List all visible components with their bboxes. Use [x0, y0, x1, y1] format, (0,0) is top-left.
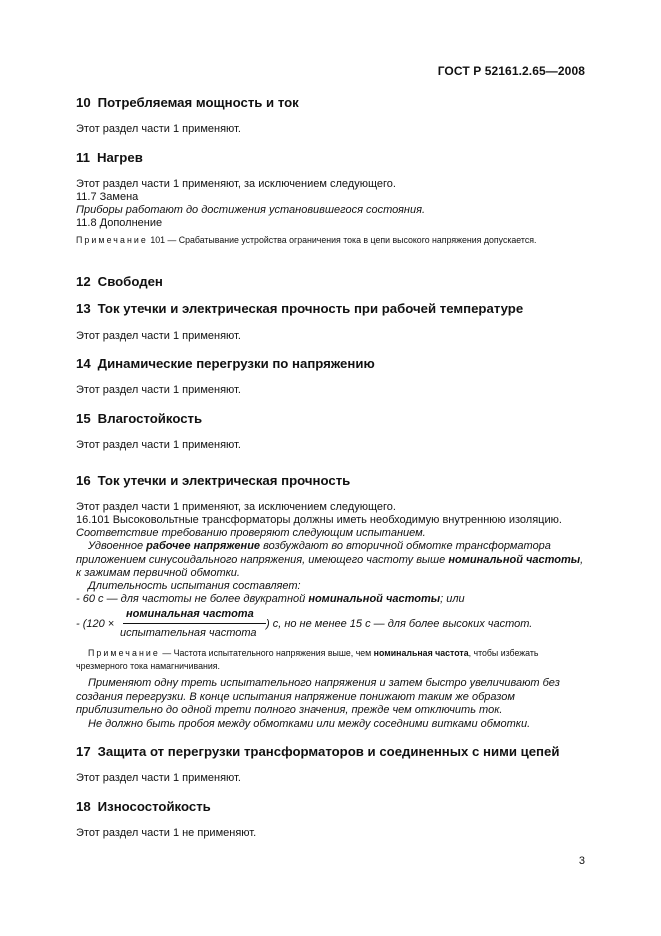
formula-tail: ) с, но не менее 15 с — для более высоких частот.	[266, 618, 533, 630]
section-number: 13	[76, 301, 91, 316]
section-10-body: Этот раздел части 1 применяют.	[76, 123, 241, 135]
section-12-heading	[76, 274, 163, 289]
text-run: Удвоенное	[88, 540, 147, 552]
section-number: 11	[76, 150, 90, 165]
formula-denominator: испытательная частота	[120, 627, 257, 639]
section-number: 17	[76, 744, 91, 759]
section-11-line2: 11.7 Замена	[76, 191, 139, 203]
section-title: Свободен	[97, 274, 163, 289]
term-rated-frequency: номинальная частота	[373, 648, 469, 658]
section-17-body: Этот раздел части 1 применяют.	[76, 772, 241, 784]
section-16-paragraph-2: Применяют одну треть испытательного напряжения и затем быстро увеличивают без создания перегрузки. В конце испытания напряжение понижают таким же образом приблизительно до одной трети полного значения, прежде чем отключить ток.	[76, 677, 560, 716]
text-run: , к зажимам первичной обмотки.	[76, 553, 584, 579]
section-number: 16	[76, 473, 91, 488]
section-11-note	[76, 234, 586, 247]
note-label: Примечание	[76, 235, 148, 245]
section-18-heading	[76, 799, 211, 814]
section-16-heading	[76, 473, 350, 488]
note-label: Примечание	[88, 648, 160, 658]
section-title: Защита от перегрузки трансформаторов и соединенных с ними цепей	[97, 744, 560, 759]
formula-lead: - (120 ×	[76, 618, 115, 630]
section-10-heading	[76, 95, 299, 110]
section-title: Влагостойкость	[97, 411, 203, 426]
standard-header: ГОСТ Р 52161.2.65—2008	[437, 64, 585, 78]
section-16-paragraph-3: Не должно быть пробоя между обмотками или между соседними витками обмотки.	[88, 718, 531, 730]
section-14-body: Этот раздел части 1 применяют.	[76, 384, 241, 396]
section-title: Ток утечки и электрическая прочность	[97, 473, 351, 488]
term-working-voltage: рабочее напряжение	[146, 540, 261, 552]
section-15-heading	[76, 411, 202, 426]
term-rated-frequency: номинальной частоты	[308, 593, 441, 605]
section-16-line3: Соответствие требованию проверяют следующим испытанием.	[76, 527, 426, 539]
section-11-line1: Этот раздел части 1 применяют, за исключением следующего.	[76, 178, 396, 190]
text-run: ; или	[440, 593, 465, 605]
test-duration-label: Длительность испытания составляет:	[88, 580, 301, 592]
section-title: Потребляемая мощность и ток	[97, 95, 299, 110]
section-11-heading	[76, 150, 143, 165]
text-run: возбуждают во вторичной обмотке трансформатора приложением синусоидального напряжения, имеющего частоту выше	[76, 540, 551, 566]
term-rated-frequency: номинальной частоты	[448, 553, 581, 566]
page-number: 3	[578, 855, 585, 867]
section-number: 15	[76, 411, 91, 426]
section-title: Износостойкость	[97, 799, 211, 814]
section-17-heading	[76, 744, 559, 759]
section-16-paragraph-1	[76, 540, 588, 581]
section-13-heading	[76, 301, 523, 316]
section-13-body: Этот раздел части 1 применяют.	[76, 330, 241, 342]
duration-item-1	[76, 593, 586, 607]
section-11-line3: Приборы работают до достижения установившегося состояния.	[76, 204, 426, 216]
note-text: , чтобы избежать чрезмерного тока намагничивания.	[76, 648, 539, 671]
note-text: — Частота испытательного напряжения выше, чем	[159, 648, 374, 658]
section-title: Динамические перегрузки по напряжению	[97, 356, 375, 371]
section-number: 10	[76, 95, 91, 110]
section-16-note	[76, 647, 586, 673]
section-14-heading	[76, 356, 375, 371]
section-number: 12	[76, 274, 91, 289]
section-title: Нагрев	[96, 150, 143, 165]
section-11-line4: 11.8 Дополнение	[76, 217, 163, 229]
note-text: 101 — Срабатывание устройства ограничения тока в цепи высокого напряжения допускается.	[147, 235, 537, 245]
section-title: Ток утечки и электрическая прочность при рабочей температуре	[97, 301, 524, 316]
text-run: - 60 с — для частоты не более двукратной	[76, 593, 309, 605]
section-number: 14	[76, 356, 91, 371]
fraction-bar	[123, 623, 266, 624]
section-number: 18	[76, 799, 91, 814]
section-15-body: Этот раздел части 1 применяют.	[76, 439, 241, 451]
section-16-line1: Этот раздел части 1 применяют, за исключением следующего.	[76, 501, 396, 513]
section-16-line2: 16.101 Высоковольтные трансформаторы должны иметь необходимую внутреннюю изоляцию.	[76, 514, 562, 526]
duration-item-2-formula	[76, 608, 596, 642]
section-18-body: Этот раздел части 1 не применяют.	[76, 827, 257, 839]
formula-numerator: номинальная частота	[126, 608, 254, 620]
